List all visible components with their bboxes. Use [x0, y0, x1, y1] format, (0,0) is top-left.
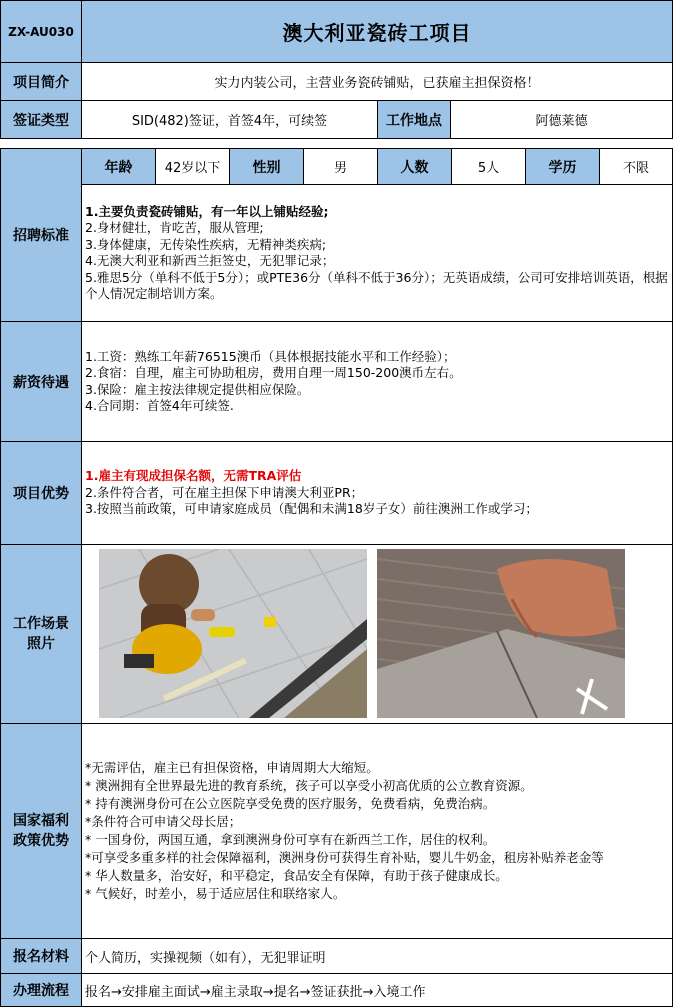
tile-worker-photo [99, 549, 367, 718]
requirement-item: 4.无澳大利亚和新西兰拒签史，无犯罪记录； [85, 253, 335, 268]
project-code: ZX-AU030 [0, 0, 82, 63]
salary-item: 3.保险：雇主按法律规定提供相应保险。 [85, 381, 310, 397]
gender-value: 男 [303, 148, 378, 185]
intro-text: 实力内装公司，主营业务瓷砖铺贴，已获雇主担保资格！ [81, 62, 673, 101]
welfare-label: 国家福利政策优势 [0, 723, 82, 939]
advantage-item: 2.条件符合者，可在雇主担保下申请澳大利亚PR； [85, 484, 364, 500]
visa-type: SID(482)签证，首签4年，可续签 [81, 100, 378, 139]
welfare-item: * 一国身份，两国互通，拿到澳洲身份可享有在新西兰工作，居住的权利。 [85, 832, 496, 847]
welfare-item: * 澳洲拥有全世界最先进的教育系统，孩子可以享受小初高优质的公立教育资源。 [85, 778, 533, 793]
advantage-item: 3.按照当前政策，可申请家庭成员（配偶和未满18岁子女）前往澳洲工作或学习； [85, 501, 538, 517]
count-value: 5人 [451, 148, 526, 185]
requirements-list [81, 184, 673, 322]
welfare-list [81, 723, 673, 939]
salary-item: 2.食宿：自理，雇主可协助租房，费用自理一周150-200澳币左右。 [85, 365, 462, 380]
requirements-label: 招聘标准 [0, 148, 82, 322]
welfare-item: *条件符合可申请父母长居； [85, 814, 242, 829]
salary-item: 4.合同期：首签4年可续签. [85, 398, 234, 413]
materials-label: 报名材料 [0, 938, 82, 974]
advantage-item: 1.雇主有现成担保名额，无需TRA评估 [85, 468, 302, 484]
page-title: 澳大利亚瓷砖工项目 [81, 0, 673, 63]
requirement-item: 5.雅思5分（单科不低于5分）；或PTE36分（单科不低于36分）；无英语成绩，公司可安排培训英语，根据个人情况定制培训方案。 [85, 269, 668, 301]
welfare-item: * 华人数量多，治安好，和平稳定，食品安全有保障，有助于孩子健康成长。 [85, 868, 508, 883]
process-text: 报名→安排雇主面试→雇主录取→提名→签证获批→入境工作 [81, 973, 673, 1007]
location-label: 工作地点 [377, 100, 451, 139]
advantages-list [81, 441, 673, 545]
age-value: 42岁以下 [155, 148, 230, 185]
salary-label: 薪资待遇 [0, 321, 82, 442]
welfare-item: *无需评估，雇主已有担保资格，申请周期大大缩短。 [85, 760, 379, 775]
requirement-item: 1.主要负责瓷砖铺贴，有一年以上铺贴经验; [85, 203, 329, 219]
welfare-item: * 气候好，时差小，易于适应居住和联络家人。 [85, 886, 346, 901]
age-label: 年龄 [81, 148, 156, 185]
advantages-label: 项目优势 [0, 441, 82, 545]
visa-label: 签证类型 [0, 100, 82, 139]
count-label: 人数 [377, 148, 452, 185]
education-value: 不限 [599, 148, 673, 185]
welfare-item: *可享受多重多样的社会保障福利，澳洲身份可获得生育补贴，婴儿牛奶金，租房补贴养老金等 [85, 850, 604, 865]
tile-hands-photo [377, 549, 625, 718]
requirement-item: 3.身体健康，无传染性疾病，无精神类疾病; [85, 236, 327, 252]
salary-list [81, 321, 673, 442]
welfare-item: * 持有澳洲身份可在公立医院享受免费的医疗服务，免费看病，免费治病。 [85, 796, 496, 811]
salary-item: 1.工资：熟练工年薪76515澳币（具体根据技能水平和工作经验）； [85, 348, 456, 364]
gender-label: 性别 [229, 148, 304, 185]
process-label: 办理流程 [0, 973, 82, 1007]
education-label: 学历 [525, 148, 600, 185]
photos-label: 工作场景照片 [0, 544, 82, 724]
requirement-item: 2.身材健壮，肯吃苦，服从管理; [85, 220, 264, 235]
location-value: 阿德莱德 [450, 100, 673, 139]
intro-label: 项目简介 [0, 62, 82, 101]
materials-text: 个人简历，实操视频（如有），无犯罪证明 [81, 938, 673, 974]
